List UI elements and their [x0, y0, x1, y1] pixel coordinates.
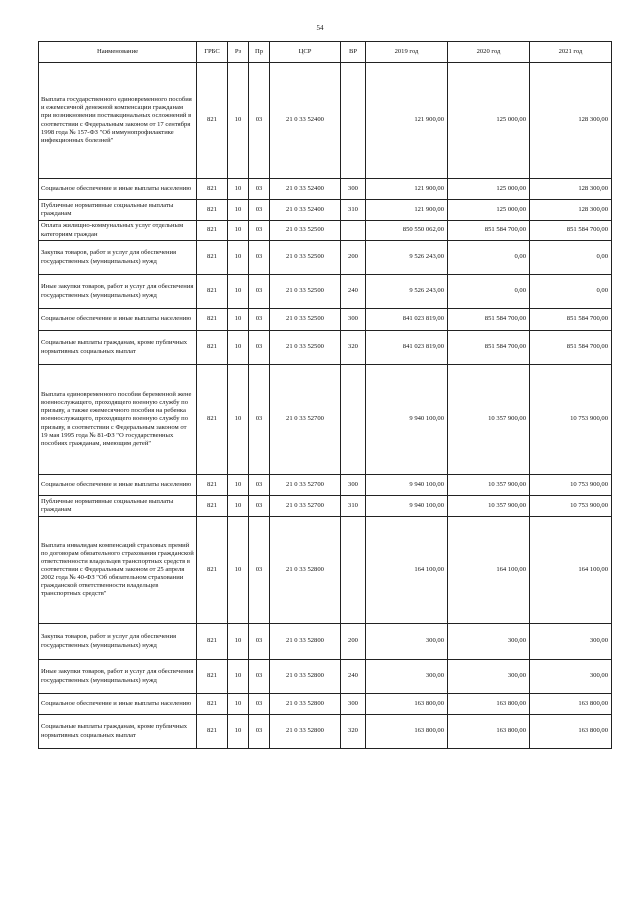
- row-name: Выплата инвалидам компенсаций страховых премий по договорам обязательного страхования гражданской ответственности владельцев транспортных средств в соответствии с Федеральным законом от 25 апреля 2002 года № 40-ФЗ "Об обязательном страховании гражданской ответственности владельцев транспортных средств": [39, 517, 197, 624]
- row-vr: [341, 63, 366, 179]
- row-grbs: 821: [197, 200, 228, 221]
- row-2019: 121 900,00: [366, 63, 448, 179]
- row-2019: 9 940 100,00: [366, 365, 448, 475]
- row-2021: 300,00: [530, 624, 612, 660]
- row-csr: 21 0 33 52500: [270, 241, 341, 275]
- row-2021: 128 300,00: [530, 200, 612, 221]
- row-csr: 21 0 33 52700: [270, 365, 341, 475]
- row-2019: 163 800,00: [366, 694, 448, 715]
- budget-table: [38, 41, 612, 749]
- row-grbs: 821: [197, 221, 228, 241]
- row-rz: 10: [228, 63, 249, 179]
- row-name: Социальное обеспечение и иные выплаты населению: [39, 475, 197, 496]
- row-vr: 200: [341, 241, 366, 275]
- row-vr: [341, 221, 366, 241]
- header-csr: ЦСР: [270, 42, 341, 63]
- row-2021: 128 300,00: [530, 63, 612, 179]
- row-2019: 121 900,00: [366, 179, 448, 200]
- header-grbs: ГРБС: [197, 42, 228, 63]
- row-grbs: 821: [197, 660, 228, 694]
- row-vr: 240: [341, 275, 366, 309]
- table-row: [39, 660, 612, 694]
- row-2020: 0,00: [448, 241, 530, 275]
- row-2020: 163 800,00: [448, 715, 530, 749]
- table-row: [39, 624, 612, 660]
- row-name: Закупка товаров, работ и услуг для обеспечения государственных (муниципальных) нужд: [39, 624, 197, 660]
- row-2021: 0,00: [530, 275, 612, 309]
- row-2021: 163 800,00: [530, 694, 612, 715]
- row-pr: 03: [249, 331, 270, 365]
- row-vr: 200: [341, 624, 366, 660]
- row-grbs: 821: [197, 63, 228, 179]
- header-vr: ВР: [341, 42, 366, 63]
- row-vr: 320: [341, 331, 366, 365]
- row-csr: 21 0 33 52800: [270, 624, 341, 660]
- row-2019: 121 900,00: [366, 200, 448, 221]
- row-grbs: 821: [197, 241, 228, 275]
- row-name: Социальное обеспечение и иные выплаты населению: [39, 309, 197, 331]
- row-pr: 03: [249, 475, 270, 496]
- row-rz: 10: [228, 309, 249, 331]
- row-vr: 300: [341, 694, 366, 715]
- row-csr: 21 0 33 52700: [270, 475, 341, 496]
- row-csr: 21 0 33 52800: [270, 660, 341, 694]
- row-pr: 03: [249, 517, 270, 624]
- row-pr: 03: [249, 221, 270, 241]
- row-2021: 300,00: [530, 660, 612, 694]
- header-name: Наименование: [39, 42, 197, 63]
- row-2020: 851 584 700,00: [448, 309, 530, 331]
- row-2020: 10 357 900,00: [448, 475, 530, 496]
- table-row: [39, 694, 612, 715]
- table-row: [39, 200, 612, 221]
- row-2020: 125 000,00: [448, 179, 530, 200]
- row-vr: [341, 365, 366, 475]
- row-grbs: 821: [197, 275, 228, 309]
- table-row: [39, 179, 612, 200]
- row-vr: 300: [341, 309, 366, 331]
- row-2019: 300,00: [366, 660, 448, 694]
- row-csr: 21 0 33 52500: [270, 331, 341, 365]
- row-grbs: 821: [197, 309, 228, 331]
- row-2021: 851 584 700,00: [530, 221, 612, 241]
- row-vr: 310: [341, 200, 366, 221]
- row-grbs: 821: [197, 365, 228, 475]
- row-pr: 03: [249, 309, 270, 331]
- row-rz: 10: [228, 200, 249, 221]
- header-rz: Рз: [228, 42, 249, 63]
- row-2021: 10 753 900,00: [530, 365, 612, 475]
- row-rz: 10: [228, 694, 249, 715]
- row-csr: 21 0 33 52700: [270, 496, 341, 517]
- row-grbs: 821: [197, 517, 228, 624]
- row-csr: 21 0 33 52800: [270, 517, 341, 624]
- row-2019: 163 800,00: [366, 715, 448, 749]
- row-rz: 10: [228, 221, 249, 241]
- row-vr: [341, 517, 366, 624]
- table-header-row: [39, 42, 612, 63]
- row-2019: 850 550 062,00: [366, 221, 448, 241]
- row-2019: 841 023 819,00: [366, 331, 448, 365]
- row-pr: 03: [249, 660, 270, 694]
- row-2021: 851 584 700,00: [530, 331, 612, 365]
- row-2020: 125 000,00: [448, 63, 530, 179]
- row-vr: 300: [341, 475, 366, 496]
- table-row: [39, 715, 612, 749]
- header-2019: 2019 год: [366, 42, 448, 63]
- row-2020: 300,00: [448, 624, 530, 660]
- row-rz: 10: [228, 179, 249, 200]
- row-vr: 310: [341, 496, 366, 517]
- row-2019: 9 526 243,00: [366, 275, 448, 309]
- table-row: [39, 221, 612, 241]
- row-2020: 164 100,00: [448, 517, 530, 624]
- page-number: 54: [316, 24, 324, 32]
- row-rz: 10: [228, 715, 249, 749]
- table-row: [39, 365, 612, 475]
- row-csr: 21 0 33 52500: [270, 309, 341, 331]
- row-2019: 841 023 819,00: [366, 309, 448, 331]
- row-2019: 300,00: [366, 624, 448, 660]
- row-2021: 163 800,00: [530, 715, 612, 749]
- row-2021: 0,00: [530, 241, 612, 275]
- row-pr: 03: [249, 715, 270, 749]
- row-name: Оплата жилищно-коммунальных услуг отдельным категориям граждан: [39, 221, 197, 241]
- table-row: [39, 63, 612, 179]
- row-2019: 9 940 100,00: [366, 496, 448, 517]
- row-name: Публичные нормативные социальные выплаты гражданам: [39, 496, 197, 517]
- row-pr: 03: [249, 179, 270, 200]
- row-rz: 10: [228, 365, 249, 475]
- row-pr: 03: [249, 624, 270, 660]
- row-csr: 21 0 33 52500: [270, 275, 341, 309]
- table-row: [39, 309, 612, 331]
- table-row: [39, 331, 612, 365]
- row-grbs: 821: [197, 331, 228, 365]
- row-name: Иные закупки товаров, работ и услуг для обеспечения государственных (муниципальных) нужд: [39, 660, 197, 694]
- row-pr: 03: [249, 496, 270, 517]
- row-2019: 9 526 243,00: [366, 241, 448, 275]
- row-name: Выплата государственного единовременного пособия и ежемесячной денежной компенсации гражданам при возникновении поствакцинальных осложнений в соответствии с Федеральным законом от 17 сентября 1998 года № 157-ФЗ "Об иммунопрофилактике инфекционных болезней": [39, 63, 197, 179]
- table-row: [39, 517, 612, 624]
- row-2021: 164 100,00: [530, 517, 612, 624]
- row-2020: 851 584 700,00: [448, 331, 530, 365]
- header-pr: Пр: [249, 42, 270, 63]
- row-csr: 21 0 33 52800: [270, 715, 341, 749]
- row-2019: 9 940 100,00: [366, 475, 448, 496]
- header-2021: 2021 год: [530, 42, 612, 63]
- row-grbs: 821: [197, 715, 228, 749]
- table-row: [39, 241, 612, 275]
- row-name: Социальное обеспечение и иные выплаты населению: [39, 179, 197, 200]
- row-pr: 03: [249, 365, 270, 475]
- header-2020: 2020 год: [448, 42, 530, 63]
- row-2021: 851 584 700,00: [530, 309, 612, 331]
- row-vr: 300: [341, 179, 366, 200]
- row-grbs: 821: [197, 179, 228, 200]
- row-csr: 21 0 33 52400: [270, 63, 341, 179]
- row-name: Иные закупки товаров, работ и услуг для обеспечения государственных (муниципальных) нужд: [39, 275, 197, 309]
- row-name: Закупка товаров, работ и услуг для обеспечения государственных (муниципальных) нужд: [39, 241, 197, 275]
- row-vr: 240: [341, 660, 366, 694]
- row-pr: 03: [249, 63, 270, 179]
- row-rz: 10: [228, 241, 249, 275]
- row-2021: 10 753 900,00: [530, 475, 612, 496]
- row-2020: 0,00: [448, 275, 530, 309]
- row-grbs: 821: [197, 475, 228, 496]
- row-csr: 21 0 33 52500: [270, 221, 341, 241]
- row-vr: 320: [341, 715, 366, 749]
- row-pr: 03: [249, 200, 270, 221]
- row-grbs: 821: [197, 624, 228, 660]
- row-2019: 164 100,00: [366, 517, 448, 624]
- row-pr: 03: [249, 694, 270, 715]
- row-name: Публичные нормативные социальные выплаты гражданам: [39, 200, 197, 221]
- table-row: [39, 275, 612, 309]
- row-2021: 128 300,00: [530, 179, 612, 200]
- row-csr: 21 0 33 52400: [270, 179, 341, 200]
- row-2020: 300,00: [448, 660, 530, 694]
- row-grbs: 821: [197, 496, 228, 517]
- row-grbs: 821: [197, 694, 228, 715]
- row-name: Социальные выплаты гражданам, кроме публичных нормативных социальных выплат: [39, 715, 197, 749]
- row-2021: 10 753 900,00: [530, 496, 612, 517]
- row-rz: 10: [228, 517, 249, 624]
- row-rz: 10: [228, 475, 249, 496]
- table-row: [39, 475, 612, 496]
- row-rz: 10: [228, 275, 249, 309]
- row-csr: 21 0 33 52400: [270, 200, 341, 221]
- row-2020: 163 800,00: [448, 694, 530, 715]
- row-name: Выплата единовременного пособия беременной жене военнослужащего, проходящего военную службу по призыву, а также ежемесячного пособия на ребенка военнослужащего, проходящего военную службу по призыву, в соответствии с Федеральным законом от 19 мая 1995 года № 81-ФЗ "О государственных пособиях гражданам, имеющим детей": [39, 365, 197, 475]
- row-name: Социальное обеспечение и иные выплаты населению: [39, 694, 197, 715]
- row-csr: 21 0 33 52800: [270, 694, 341, 715]
- row-2020: 10 357 900,00: [448, 365, 530, 475]
- row-name: Социальные выплаты гражданам, кроме публичных нормативных социальных выплат: [39, 331, 197, 365]
- row-2020: 851 584 700,00: [448, 221, 530, 241]
- row-rz: 10: [228, 660, 249, 694]
- row-rz: 10: [228, 624, 249, 660]
- row-pr: 03: [249, 275, 270, 309]
- row-rz: 10: [228, 496, 249, 517]
- table-row: [39, 496, 612, 517]
- row-2020: 10 357 900,00: [448, 496, 530, 517]
- row-pr: 03: [249, 241, 270, 275]
- row-rz: 10: [228, 331, 249, 365]
- row-2020: 125 000,00: [448, 200, 530, 221]
